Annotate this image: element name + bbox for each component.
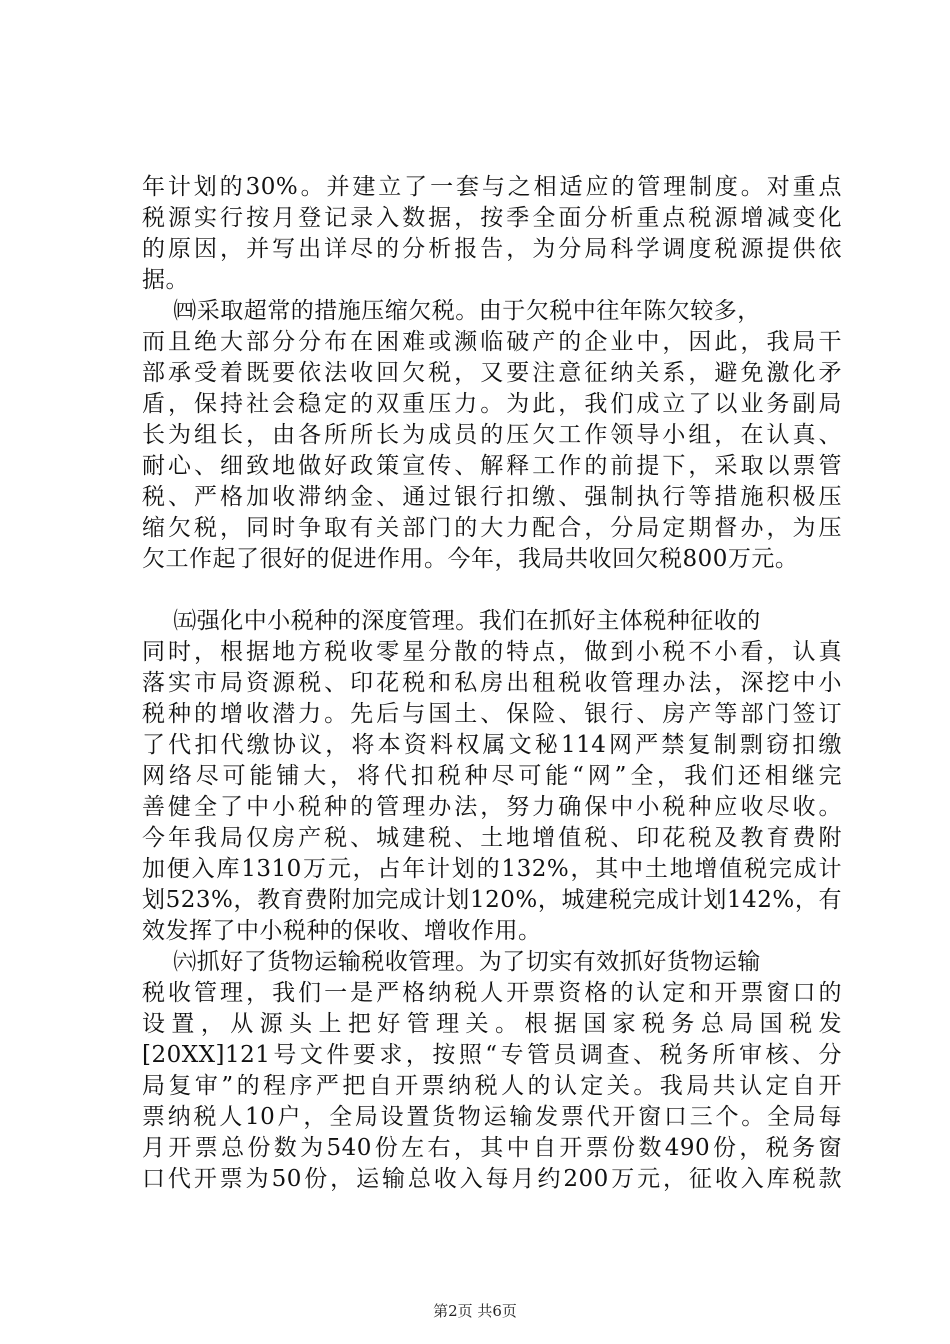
text-line: 落实市局资源税、印花税和私房出租税收管理办法，深挖中小 (142, 670, 842, 696)
text-line: 部承受着既要依法收回欠税，又要注意征纳关系，避免激化矛 (142, 360, 842, 386)
text-line: 耐心、细致地做好政策宣传、解释工作的前提下，采取以票管 (142, 453, 842, 479)
text-line: 税种的增收潜力。先后与国土、保险、银行、房产等部门签订 (142, 701, 842, 727)
page-footer: 第2页 共6页 (433, 1302, 517, 1320)
paragraph-freight-tax (142, 947, 842, 1195)
text-line: 长为组长，由各所所长为成员的压欠工作领导小组，在认真、 (142, 422, 842, 448)
text-line: 税、严格加收滞纳金、通过银行扣缴、强制执行等措施积极压 (142, 484, 842, 510)
text-line: 善健全了中小税种的管理办法，努力确保中小税种应收尽收。 (142, 794, 842, 820)
text-line: 票纳税人10户，全局设置货物运输发票代开窗口三个。全局每 (142, 1104, 842, 1130)
text-line: 盾，保持社会稳定的双重压力。为此，我们成立了以业务副局 (142, 391, 842, 417)
text-line: 效发挥了中小税种的保收、增收作用。 (142, 918, 542, 944)
text-line: 税源实行按月登记录入数据，按季全面分析重点税源增减变化 (142, 205, 842, 231)
text-line: 局复审”的程序严把自开票纳税人的认定关。我局共认定自开 (142, 1073, 842, 1099)
paragraph-spacer (142, 575, 842, 606)
text-line: 加便入库1310万元，占年计划的132%，其中土地增值税完成计 (142, 856, 842, 882)
text-line: 了代扣代缴协议，将本资料权属文秘114网严禁复制剽窃扣缴 (142, 732, 842, 758)
text-line: ㈤强化中小税种的深度管理。我们在抓好主体税种征收的 (142, 608, 761, 634)
text-line: 而且绝大部分分布在困难或濒临破产的企业中，因此，我局干 (142, 329, 842, 355)
text-line: [20XX]121号文件要求，按照“专管员调查、税务所审核、分 (142, 1042, 842, 1068)
text-line: 据。 (142, 267, 189, 293)
text-line: 划523%，教育费附加完成计划120%，城建税完成计划142%，有 (142, 887, 842, 913)
text-line: 口代开票为50份，运输总收入每月约200万元，征收入库税款 (142, 1166, 842, 1192)
text-line: ㈥抓好了货物运输税收管理。为了切实有效抓好货物运输 (142, 949, 761, 975)
text-line: 网络尽可能铺大，将代扣税种尽可能“网”全，我们还相继完 (142, 763, 842, 789)
paragraph-minor-taxes (142, 606, 842, 947)
text-line: 年计划的30%。并建立了一套与之相适应的管理制度。对重点 (142, 174, 842, 200)
paragraph-reduce-arrears (142, 296, 842, 575)
text-line: 税收管理，我们一是严格纳税人开票资格的认定和开票窗口的 (142, 980, 842, 1006)
text-line: 欠工作起了很好的促进作用。今年，我局共收回欠税800万元。 (142, 546, 799, 572)
text-line: 同时，根据地方税收零星分散的特点，做到小税不小看，认真 (142, 639, 842, 665)
document-body (142, 172, 842, 1195)
text-line: 的原因，并写出详尽的分析报告，为分局科学调度税源提供依 (142, 236, 842, 262)
paragraph-key-tax-sources (142, 172, 842, 296)
text-line: 设置，从源头上把好管理关。根据国家税务总局国税发 (142, 1011, 842, 1037)
text-line: ㈣采取超常的措施压缩欠税。由于欠税中往年陈欠较多， (142, 298, 761, 324)
text-line: 今年我局仅房产税、城建税、土地增值税、印花税及教育费附 (142, 825, 842, 851)
text-line: 缩欠税，同时争取有关部门的大力配合，分局定期督办，为压 (142, 515, 842, 541)
text-line: 月开票总份数为540份左右，其中自开票份数490份，税务窗 (142, 1135, 842, 1161)
